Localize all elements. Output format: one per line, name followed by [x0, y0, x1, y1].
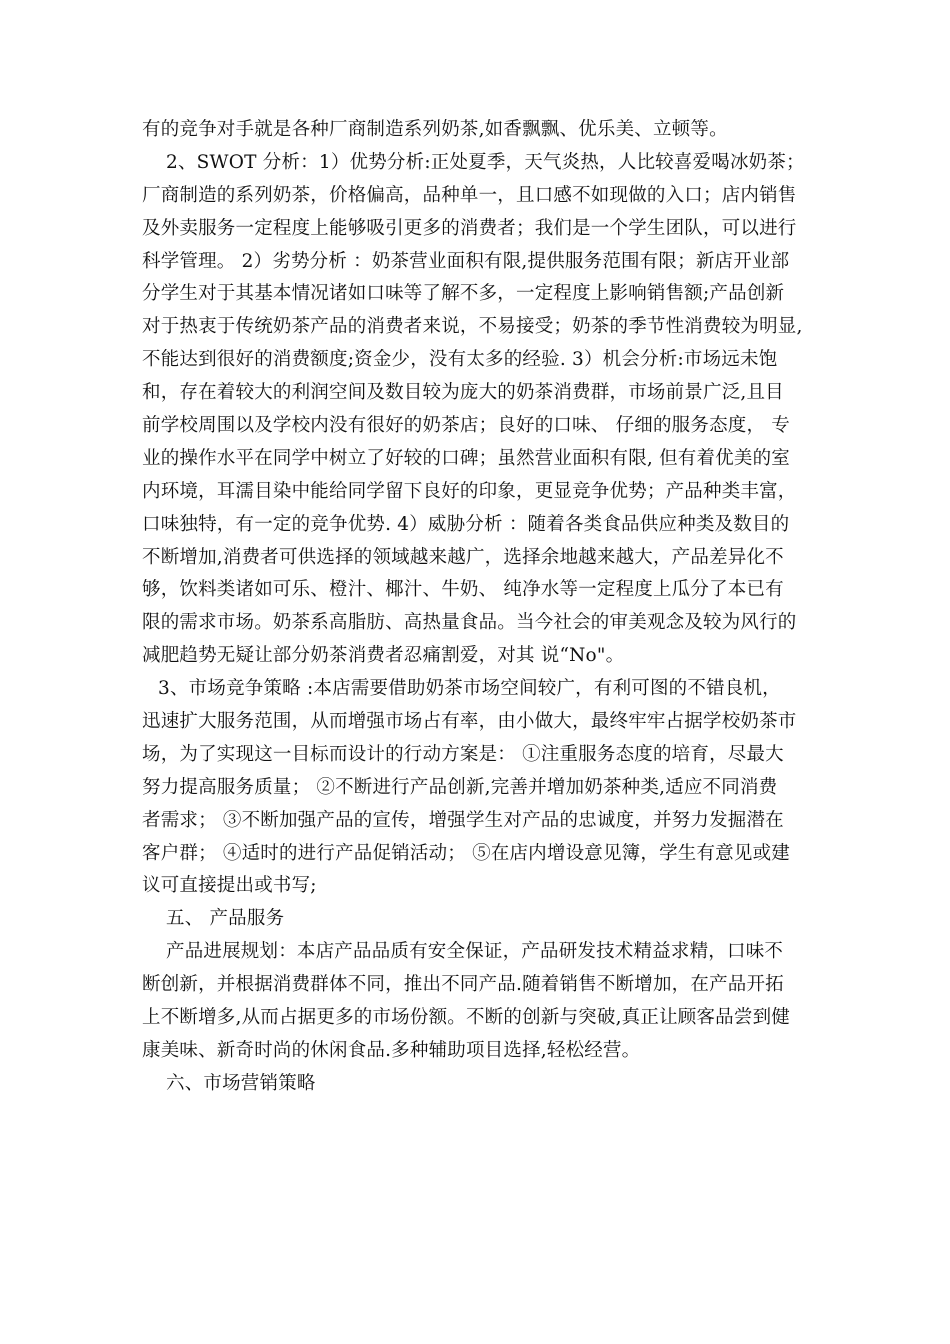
text-line: 2、SWOT 分析：1）优势分析:正处夏季，天气炎热，人比较喜爱喝冰奶茶；: [166, 151, 805, 173]
text-line: 议可直接提出或书写;: [142, 875, 317, 897]
text-line: 努力提高服务质量； ②不断进行产品创新,完善并增加奶茶种类,适应不同消费: [142, 776, 778, 798]
text-line: 有的竞争对手就是各种厂商制造系列奶茶,如香飘飘、优乐美、立顿等。: [142, 119, 728, 140]
text-line: 和，存在着较大的利润空间及数目较为庞大的奶茶消费群，市场前景广泛,且目: [142, 382, 784, 404]
text-line: 3、市场竞争策略 :本店需要借助奶茶市场空间较广，有利可图的不错良机，: [158, 678, 781, 700]
text-line: 康美味、新奇时尚的休闲食品.多种辅助项目选择,轻松经营。: [142, 1039, 641, 1061]
text-line: 场，为了实现这一目标而设计的行动方案是： ①注重服务态度的培育，尽最大: [142, 743, 784, 765]
text-line: 前学校周围以及学校内没有很好的奶茶店；良好的口味、 仔细的服务态度， 专: [142, 415, 790, 437]
section-heading: 六、市场营销策略: [166, 1072, 316, 1094]
text-line: 者需求； ③不断加强产品的宣传，增强学生对产品的忠诚度，并努力发掘潜在: [142, 809, 784, 831]
text-line: 对于热衷于传统奶茶产品的消费者来说，不易接受；奶茶的季节性消费较为明显,: [142, 316, 803, 338]
text-line: 限的需求市场。奶茶系高脂肪、高热量食品。当今社会的审美观念及较为风行的: [142, 612, 797, 634]
text-line: 内环境，耳濡目染中能给同学留下良好的印象，更显竞争优势；产品种类丰富，: [142, 480, 797, 502]
text-line: 口味独特，有一定的竞争优势. 4）威胁分析 ：随着各类食品供应种类及数目的: [142, 513, 790, 535]
section-heading: 五、 产品服务: [166, 908, 285, 930]
text-line: 业的操作水平在同学中树立了好较的口碑；虽然营业面积有限, 但有着优美的室: [142, 447, 790, 469]
text-line: 客户群； ④适时的进行产品促销活动； ⑤在店内增设意见簿，学生有意见或建: [142, 842, 790, 864]
text-line: 上不断增多,从而占据更多的市场份额。不断的创新与突破,真正让顾客品尝到健: [142, 1007, 790, 1029]
document-body: [142, 114, 822, 1101]
text-line: 及外卖服务一定程度上能够吸引更多的消费者；我们是一个学生团队，可以进行: [142, 217, 797, 239]
text-line: 产品进展规划：本店产品品质有安全保证，产品研发技术精益求精，口味不: [166, 941, 784, 963]
text-line: 不能达到很好的消费额度;资金少，没有太多的经验. 3）机会分析:市场远未饱: [142, 349, 778, 371]
text-line: 断创新，并根据消费群体不同，推出不同产品.随着销售不断增加，在产品开拓: [142, 974, 784, 996]
text-line: 不断增加,消费者可供选择的领域越来越广，选择余地越来越大，产品差异化不: [142, 546, 784, 568]
text-line: 分学生对于其基本情况诸如口味等了解不多，一定程度上影响销售额;产品创新: [142, 283, 785, 305]
text-line: 减肥趋势无疑让部分奶茶消费者忍痛割爱，对其 说“No"。: [142, 645, 625, 667]
text-line: 够，饮料类诸如可乐、橙汁、椰汁、牛奶、 纯净水等一定程度上瓜分了本已有: [142, 579, 784, 601]
text-line: 厂商制造的系列奶茶，价格偏高，品种单一，且口感不如现做的入口；店内销售: [142, 184, 797, 206]
text-line: 迅速扩大服务范围，从而增强市场占有率，由小做大，最终牢牢占据学校奶茶市: [142, 711, 797, 733]
text-line: 科学管理。 2）劣势分析 ：奶茶营业面积有限,提供服务范围有限；新店开业部: [142, 250, 790, 272]
